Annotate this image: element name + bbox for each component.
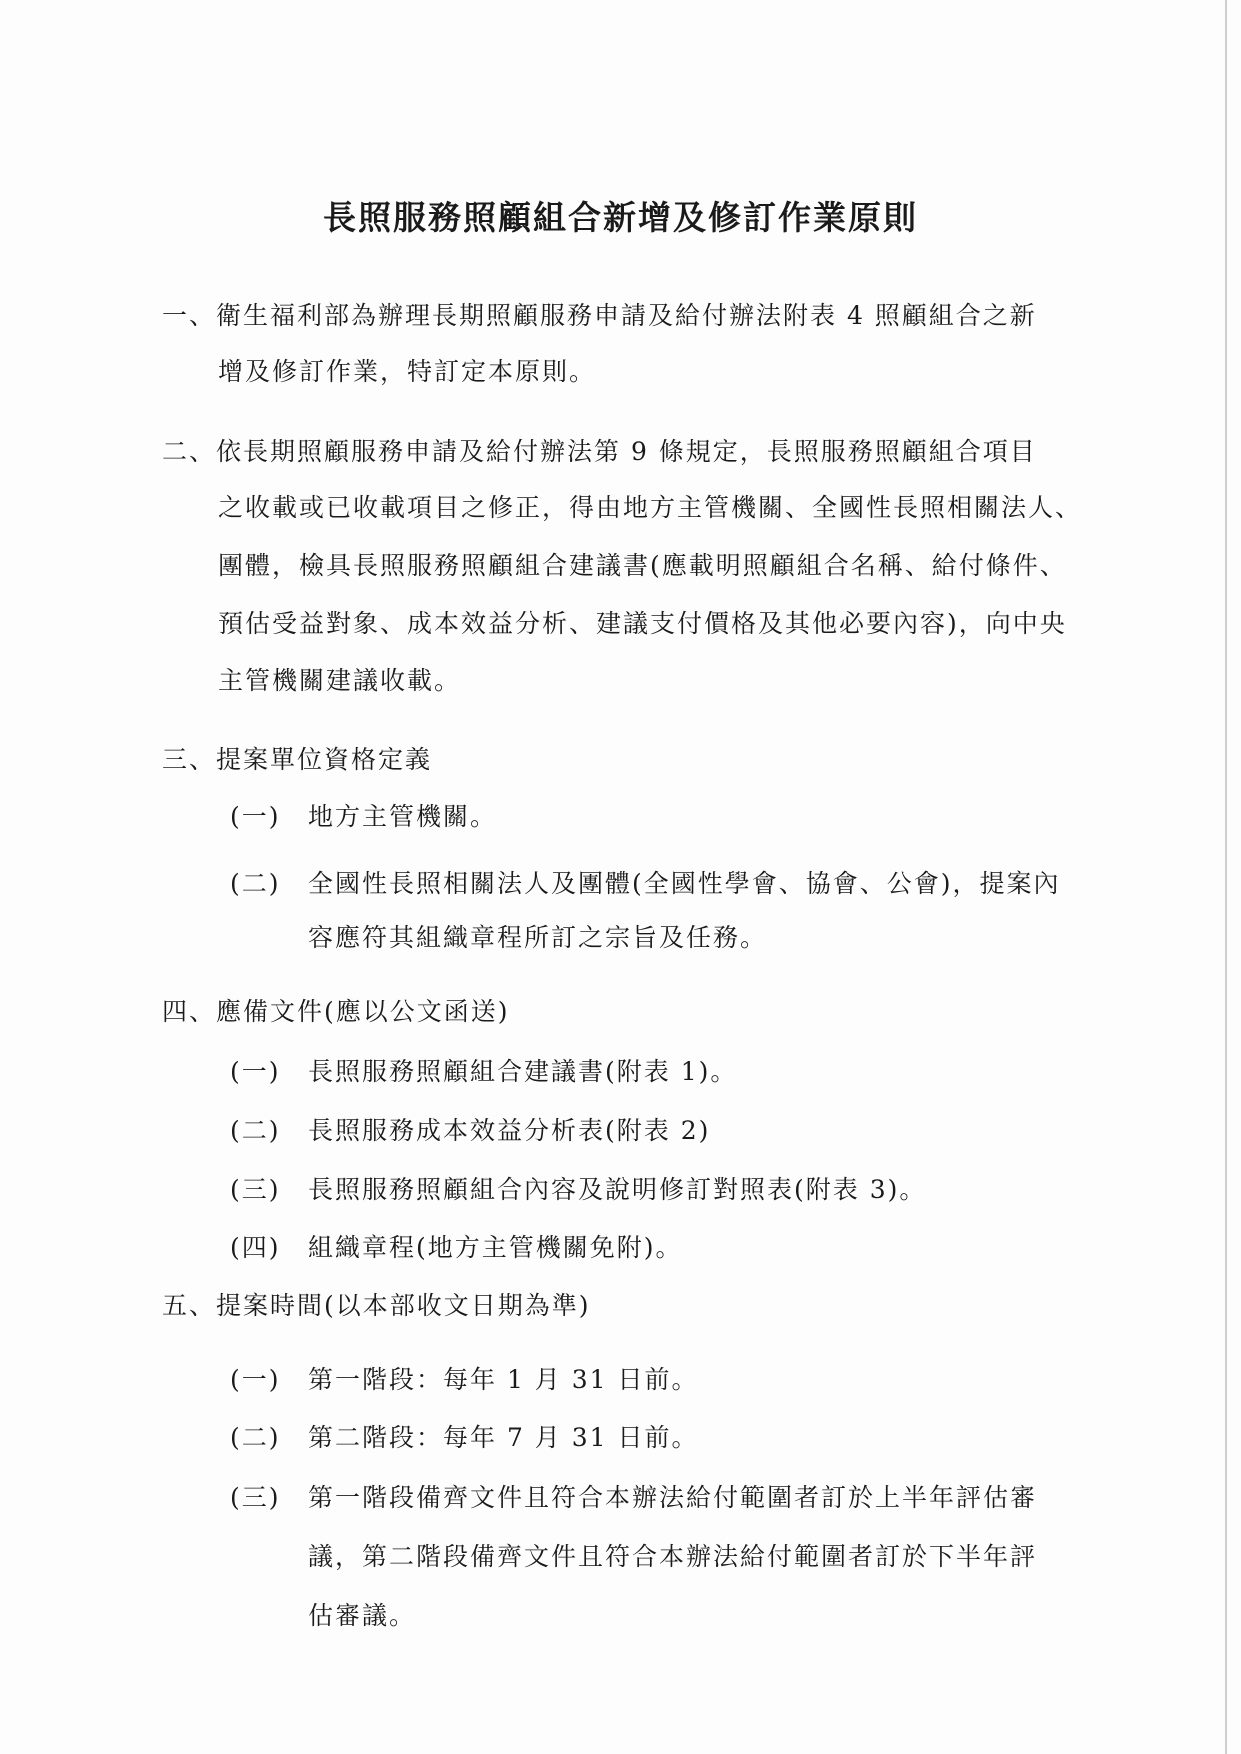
section-4-item-2-text: 長照服務成本效益分析表(附表 2) <box>308 1116 711 1145</box>
section-3-item-2-text: 全國性長照相關法人及團體(全國性學會、協會、公會)，提案內 <box>308 869 1061 898</box>
section-2-line-2: 之收載或已收載項目之修正，得由地方主管機關、全國性長照相關法人、 <box>218 493 1083 522</box>
section-1-line-1: 一、衛生福利部為辦理長期照顧服務申請及給付辦法附表 4 照顧組合之新 <box>162 301 1037 330</box>
section-4-item-1-text: 長照服務照顧組合建議書(附表 1)。 <box>308 1057 738 1086</box>
section-3-heading: 三、提案單位資格定義 <box>162 745 433 774</box>
section-5-item-2-text: 第二階段：每年 7 月 31 日前。 <box>308 1423 699 1452</box>
document-title: 長照服務照顧組合新增及修訂作業原則 <box>323 198 918 237</box>
section-4-item-4-text: 組織章程(地方主管機關免附)。 <box>308 1233 683 1262</box>
section-5-item-1-text: 第一階段：每年 1 月 31 日前。 <box>308 1365 699 1394</box>
section-3-item-2-number: (二) <box>230 869 281 898</box>
section-5-item-3-continuation-2: 估審議。 <box>308 1601 417 1630</box>
scan-edge <box>1225 0 1227 1754</box>
section-1-line-2: 增及修訂作業，特訂定本原則。 <box>218 357 597 386</box>
section-2-line-1: 二、依長期照顧服務申請及給付辦法第 9 條規定，長照服務照顧組合項目 <box>162 437 1037 466</box>
section-2-line-5: 主管機關建議收載。 <box>218 666 462 695</box>
section-4-item-1-number: (一) <box>230 1057 281 1086</box>
section-5-item-3-number: (三) <box>230 1483 281 1512</box>
section-4-item-3-text: 長照服務照顧組合內容及說明修訂對照表(附表 3)。 <box>308 1175 927 1204</box>
section-2-line-4: 預估受益對象、成本效益分析、建議支付價格及其他必要內容)，向中央 <box>218 609 1067 638</box>
section-3-item-1-number: (一) <box>230 802 281 831</box>
section-4-heading: 四、應備文件(應以公文函送) <box>162 997 510 1026</box>
section-5-item-3-continuation-1: 議，第二階段備齊文件且符合本辦法給付範圍者訂於下半年評 <box>308 1542 1038 1571</box>
section-5-item-1-number: (一) <box>230 1365 281 1394</box>
section-3-item-1-text: 地方主管機關。 <box>308 802 498 831</box>
section-5-heading: 五、提案時間(以本部收文日期為準) <box>162 1291 591 1320</box>
section-4-item-3-number: (三) <box>230 1175 281 1204</box>
section-3-item-2-continuation: 容應符其組織章程所訂之宗旨及任務。 <box>308 923 768 952</box>
section-4-item-4-number: (四) <box>230 1233 281 1262</box>
section-2-line-3: 團體，檢具長照服務照顧組合建議書(應載明照顧組合名稱、給付條件、 <box>218 551 1067 580</box>
section-4-item-2-number: (二) <box>230 1116 281 1145</box>
section-5-item-2-number: (二) <box>230 1423 281 1452</box>
section-5-item-3-text: 第一階段備齊文件且符合本辦法給付範圍者訂於上半年評估審 <box>308 1483 1038 1512</box>
